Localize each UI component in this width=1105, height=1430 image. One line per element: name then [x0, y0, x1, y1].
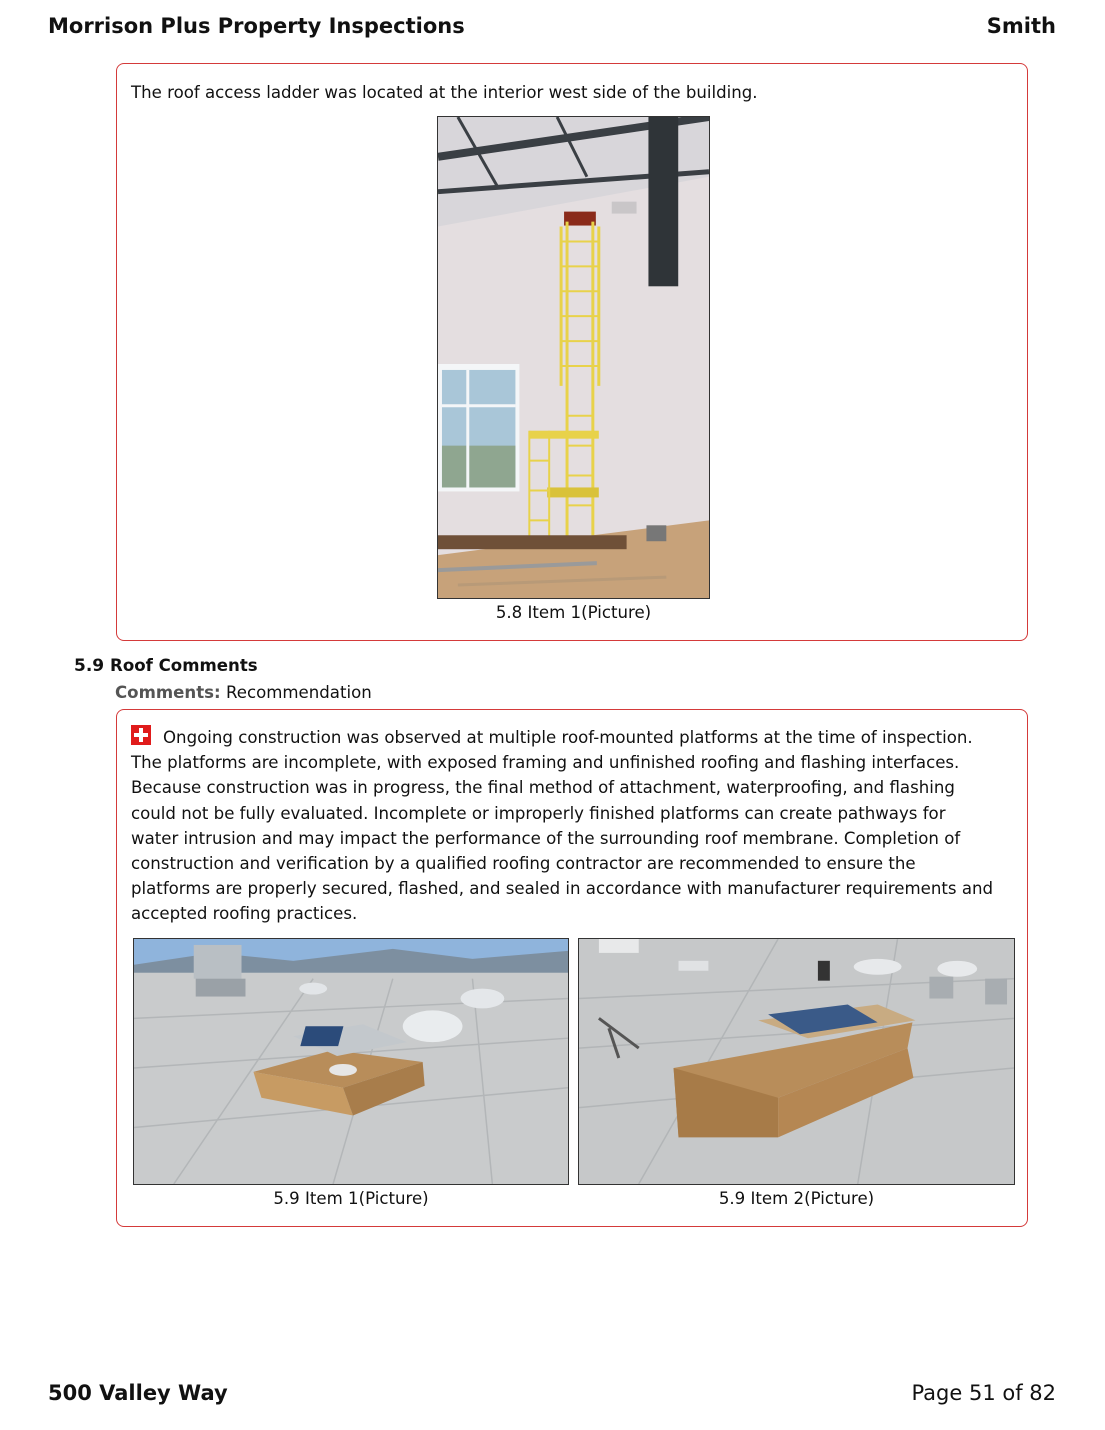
photo-caption-5-9-1: 5.9 Item 1(Picture)	[273, 1189, 429, 1208]
photo-caption-5-8: 5.8 Item 1(Picture)	[495, 603, 652, 622]
roof-ladder-image	[438, 117, 709, 598]
comment-box-5-9	[116, 709, 1028, 1227]
red-cross-flag-icon	[131, 725, 151, 745]
section-heading-5-9	[74, 656, 258, 676]
section-number: 5.9	[74, 656, 105, 676]
photo-roof-ladder[interactable]	[437, 116, 710, 599]
section-title: Roof Comments	[110, 656, 258, 675]
header-client: Smith	[986, 14, 1056, 38]
comments-value: Recommendation	[225, 683, 372, 702]
comment-text-5-9	[131, 725, 997, 927]
footer-address: 500 Valley Way	[48, 1381, 228, 1405]
footer-page-number: Page 51 of 82	[911, 1381, 1056, 1405]
header-company: Morrison Plus Property Inspections	[48, 14, 465, 38]
photo-roof-platform-1[interactable]	[133, 938, 569, 1185]
comment-body: Ongoing construction was observed at multiple roof-mounted platforms at the time of inspection. The platforms are incomplete, with exposed framing and unfinished roofing and flashing interfaces. Because construction was in progress, the final method of attachment, waterproofing, and flashing could not be fully evaluated. Incomplete or improperly finished platforms can create pathways for water intrusion and may impact the performance of the surrounding roof membrane. Completion of construction and verification by a qualified roofing contractor are recommended to ensure the platforms are properly secured, flashed, and sealed in accordance with manufacturer requirements and accepted roofing practices.	[131, 728, 994, 924]
comments-label: Comments:	[115, 683, 221, 702]
roof-platform-2-image	[579, 939, 1014, 1184]
photo-roof-platform-2[interactable]	[578, 938, 1015, 1185]
comment-text-5-8: The roof access ladder was located at the interior west side of the building.	[131, 83, 758, 102]
roof-platform-1-image	[134, 939, 568, 1184]
photo-caption-5-9-2: 5.9 Item 2(Picture)	[718, 1189, 875, 1208]
comment-box-5-8	[116, 63, 1028, 641]
comments-line	[115, 683, 372, 702]
